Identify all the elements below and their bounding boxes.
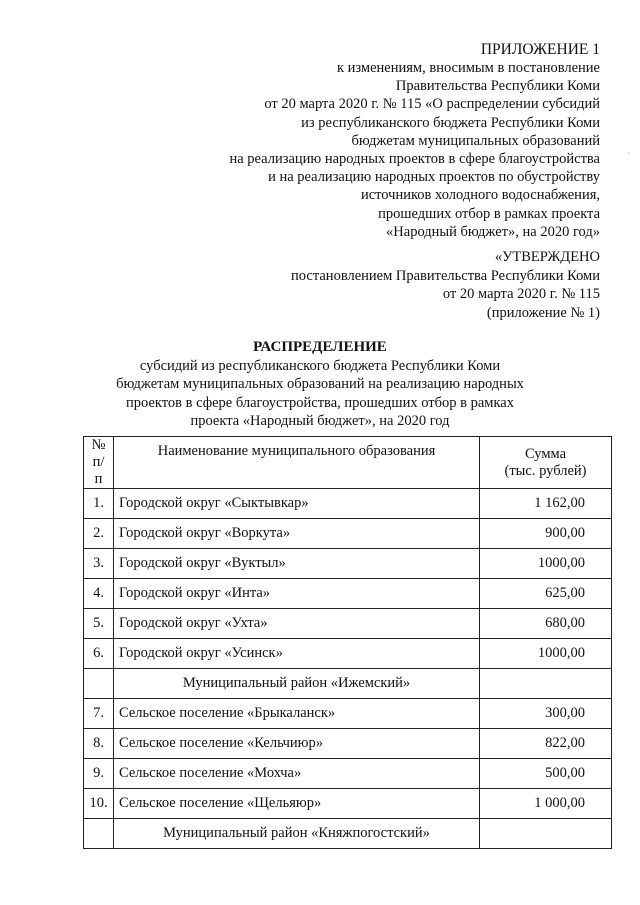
row-num: 4. — [84, 579, 114, 609]
header-sum-line2: (тыс. рублей) — [504, 462, 587, 479]
heading-line: проекта «Народный бюджет», на 2020 год — [190, 412, 450, 429]
table-group-row — [84, 669, 612, 699]
row-sum: 1 162,00 — [480, 489, 612, 519]
row-sum: 900,00 — [480, 519, 612, 549]
row-num: 8. — [84, 729, 114, 759]
annex-line: прошедших отбор в рамках проекта — [378, 205, 600, 222]
annex-line: от 20 марта 2020 г. № 115 «О распределении субсидий — [264, 96, 600, 113]
row-num-empty — [84, 819, 114, 849]
row-sum-empty — [480, 819, 612, 849]
annex-line: бюджетам муниципальных образований — [351, 132, 600, 149]
header-num-line1: № — [91, 437, 106, 453]
table-header-row — [84, 437, 612, 489]
table-row — [84, 579, 612, 609]
row-sum: 625,00 — [480, 579, 612, 609]
row-num: 5. — [84, 609, 114, 639]
row-sum: 1000,00 — [480, 639, 612, 669]
annex-line: на реализацию народных проектов в сфере благоустройства — [229, 151, 600, 168]
row-num: 3. — [84, 549, 114, 579]
annex-line: и на реализацию народных проектов по обустройству — [268, 169, 600, 186]
margin-mark: · — [627, 148, 630, 158]
table-row — [84, 609, 612, 639]
heading-line: бюджетам муниципальных образований на реализацию народных — [116, 376, 524, 393]
approved-block — [180, 248, 600, 322]
row-sum: 1000,00 — [480, 549, 612, 579]
annex-title: ПРИЛОЖЕНИЕ 1 — [480, 41, 600, 58]
row-name: Сельское поселение «Щельяюр» — [114, 789, 480, 819]
annex-block — [180, 40, 600, 241]
annex-line: Правительства Республики Коми — [395, 78, 600, 95]
annex-line: из республиканского бюджета Республики Коми — [301, 114, 600, 131]
header-sum — [480, 437, 612, 489]
row-sum: 300,00 — [480, 699, 612, 729]
row-name: Сельское поселение «Кельчиюр» — [114, 729, 480, 759]
header-num — [84, 437, 114, 489]
header-sum-line1: Сумма — [524, 445, 567, 462]
heading-line: субсидий из республиканского бюджета Республики Коми — [139, 358, 501, 375]
annex-line: источников холодного водоснабжения, — [360, 187, 600, 204]
table-row — [84, 729, 612, 759]
annex-line: «Народный бюджет», на 2020 год» — [386, 223, 600, 240]
table-group-row — [84, 819, 612, 849]
document-heading — [100, 338, 540, 430]
row-sum: 680,00 — [480, 609, 612, 639]
row-num: 6. — [84, 639, 114, 669]
row-name: Городской округ «Вуктыл» — [114, 549, 480, 579]
row-num-empty — [84, 669, 114, 699]
row-num: 7. — [84, 699, 114, 729]
document-title: РАСПРЕДЕЛЕНИЕ — [253, 339, 387, 355]
row-num: 1. — [84, 489, 114, 519]
row-sum-empty — [480, 669, 612, 699]
row-name: Городской округ «Воркута» — [114, 519, 480, 549]
table-row — [84, 759, 612, 789]
header-num-line2: п/п — [92, 454, 105, 487]
row-sum: 500,00 — [480, 759, 612, 789]
row-sum: 1 000,00 — [480, 789, 612, 819]
table-row — [84, 789, 612, 819]
approved-line: постановлением Правительства Республики Коми — [291, 267, 600, 284]
row-name: Городской округ «Сыктывкар» — [114, 489, 480, 519]
row-num: 9. — [84, 759, 114, 789]
approved-line: (приложение № 1) — [486, 304, 600, 321]
row-num: 10. — [84, 789, 114, 819]
row-num: 2. — [84, 519, 114, 549]
table-row — [84, 489, 612, 519]
header-name: Наименование муниципального образования — [114, 437, 480, 489]
row-name: Городской округ «Усинск» — [114, 639, 480, 669]
group-name: Муниципальный район «Ижемский» — [114, 669, 480, 699]
group-name: Муниципальный район «Княжпогостский» — [114, 819, 480, 849]
annex-line: к изменениям, вносимым в постановление — [336, 60, 600, 76]
row-name: Городской округ «Ухта» — [114, 609, 480, 639]
approved-line: «УТВЕРЖДЕНО — [494, 249, 600, 265]
heading-line: проектов в сфере благоустройства, прошедших отбор в рамках — [126, 394, 514, 411]
table-row — [84, 699, 612, 729]
table-row — [84, 549, 612, 579]
row-name: Сельское поселение «Мохча» — [114, 759, 480, 789]
table-row — [84, 639, 612, 669]
row-name: Городской округ «Инта» — [114, 579, 480, 609]
approved-line: от 20 марта 2020 г. № 115 — [442, 286, 600, 303]
row-name: Сельское поселение «Брыкаланск» — [114, 699, 480, 729]
table-row — [84, 519, 612, 549]
row-sum: 822,00 — [480, 729, 612, 759]
distribution-table — [83, 436, 612, 849]
